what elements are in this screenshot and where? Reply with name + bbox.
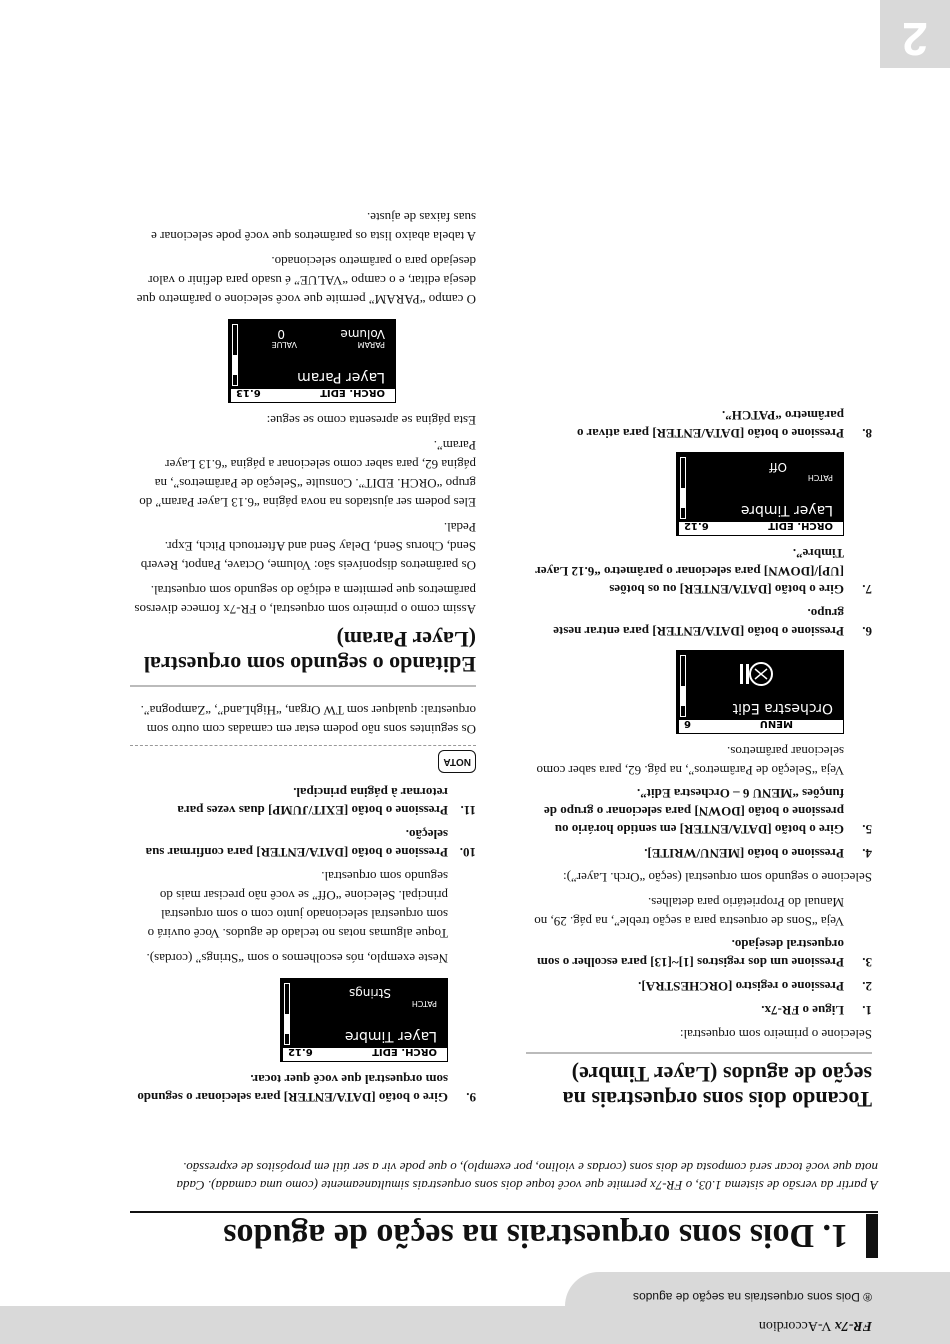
logo-text: Roland	[882, 82, 938, 246]
param-field-text: O campo “PARAM” permite que você selecione o parâmetro que deseja editar, e o campo “VALUE” é usado para definir o valor desejado para o parâmetro selecionado.	[136, 254, 476, 307]
step-7	[526, 544, 872, 598]
lcd-param-label: PARAM	[357, 340, 385, 349]
lcd-layer-timbre-strings	[280, 978, 448, 1062]
title-rule	[130, 1211, 878, 1213]
step-1	[526, 1001, 872, 1019]
step-number: 7.	[862, 582, 872, 597]
lcd-title: Orchestra Edit	[732, 700, 833, 716]
step-text: Pressione um dos registros [1]~[13] para escolher o som orquestral desejado.	[537, 937, 844, 970]
lcd-page: 6.12	[288, 1046, 313, 1057]
step-6	[526, 604, 872, 640]
lcd-title: Layer Param	[297, 369, 385, 385]
step-8	[526, 406, 872, 442]
section-heading-2: Editando o segundo som orquestral (Layer Param)	[143, 627, 476, 677]
lcd-group: ORCH. EDIT	[768, 520, 833, 531]
step-number: 9.	[466, 1090, 476, 1105]
lcd-top-bar	[679, 522, 843, 535]
step-text: Pressione o botão [DATA/ENTER] para ativar o parâmetro “PATCH”.	[577, 408, 844, 441]
nota-text: Os seguintes sons não podem estar em camadas com outro som orquestral: qualquer som TW Organ, “HighLand”, “Zampogna”.	[140, 703, 476, 737]
step-3	[526, 935, 872, 971]
step-number: 10.	[459, 845, 476, 860]
step-text: Ligue o FR-7x.	[761, 1003, 844, 1018]
lcd-param-value: Strings	[348, 986, 391, 1000]
param-page-info: Eles podem ser ajustados na nova página “6.13 Layer Param” do grupo “ORCH. EDIT”. Consulte “Seleção de Parâmetros”, na página 62, para saber como selecionar a página “6.13 Layer Param”.	[139, 438, 476, 510]
lcd-top-bar	[679, 720, 843, 733]
lcd-title: Layer Timbre	[344, 1028, 437, 1044]
lcd-page: 6.13	[236, 387, 261, 398]
right-column	[130, 202, 476, 1112]
lcd-param-value: Off	[769, 460, 787, 474]
lead-text: Selecione o primeiro som orquestral:	[679, 1027, 872, 1042]
lcd-group: ORCH. EDIT	[372, 1046, 437, 1057]
param-table-lead: A tabela abaixo lista os parâmetros que você pode selecionar e suas faixas de ajuste.	[151, 210, 476, 244]
step-10	[130, 825, 476, 861]
lcd-param-label: PATCH	[411, 999, 437, 1008]
step-3-body: Veja “Sons de orquestra para a seção treble”, na pág. 29, no Manual do Proprietário para detalhes.	[534, 895, 844, 929]
param-list: Os parâmetros disponíveis são: Volume, Octave, Panpot, Reverb Send, Chorus Send, Delay Send and Aftertouch Pitch, Expr. Pedal.	[140, 520, 476, 573]
lcd-page: 6	[684, 718, 691, 729]
section-rule	[130, 685, 476, 687]
lcd-scrollbar	[232, 324, 238, 386]
step-text: Pressione o registro [ORCHESTRA].	[638, 979, 844, 994]
lcd-top-bar	[283, 1048, 447, 1061]
lcd-value-value: 0	[277, 327, 285, 341]
page-number: 2	[902, 13, 928, 65]
step-4	[526, 844, 872, 862]
step-text: Gire o botão [DATA/ENTER] ou os botões [UP]/[DOWN] para selecionar o parâmetro “6.12 Layer Timbre”.	[535, 546, 844, 597]
lcd-scrollbar	[284, 983, 290, 1045]
section-rule	[526, 1052, 872, 1054]
step-number: 4.	[862, 846, 872, 861]
intro-paragraph: A partir da versão de sistema 1.03, o FR-7x permite que você toque dois sons orquestrais simultaneamente (como uma camada). Cada nota que você tocar será composta de dois sons (cordas e violino, por exemplo), o que pode vir a ser útil em propósitos de expressão.	[176, 1160, 878, 1193]
step-11	[130, 783, 476, 819]
lcd-param-value: Volume	[340, 327, 385, 341]
step-text: Pressione o botão [DATA/ENTER] para entrar neste grupo.	[553, 606, 844, 639]
section-heading: Tocando dois sons orquestrais na seção de agudos (Layer Timbre)	[562, 1062, 872, 1112]
step-9	[130, 1070, 476, 1106]
step-text: Gire o botão [DATA/ENTER] para selecionar o segundo som orquestral que você quer tocar.	[137, 1072, 448, 1105]
lcd-group: MENU	[759, 718, 793, 729]
listen-text: Toque algumas notas no teclado de agudos. Você ouvirá o som orquestral selecionado junto com o som orquestral principal. Selecione “Off” se você não precisar mais do segundo som orquestral.	[147, 869, 448, 941]
lcd-scrollbar	[680, 457, 686, 519]
violin-icon	[737, 659, 773, 689]
roland-logo	[880, 84, 940, 284]
example-text: Neste exemplo, nós escolhemos o som “Strings” (cordas).	[146, 951, 448, 966]
product-name: FR-7x	[834, 1318, 872, 1333]
chapter-title	[98, 1214, 878, 1254]
lcd-layer-timbre-off	[676, 452, 844, 536]
step-number: 6.	[862, 624, 872, 639]
mid-text: Selecione o segundo som orquestral (seção “Orch. Layer”):	[563, 870, 872, 885]
lcd-menu-screen	[676, 650, 844, 734]
lcd-group: ORCH. EDIT	[320, 387, 385, 398]
step-number: 3.	[862, 955, 872, 970]
param-page-lead: Esta página se apresenta como se segue:	[266, 413, 476, 428]
product-suffix: V-Accordion	[758, 1318, 835, 1333]
header-product	[759, 1317, 872, 1333]
lcd-param-label: PATCH	[807, 473, 833, 482]
lcd-layer-param	[228, 319, 396, 403]
step-5	[526, 784, 872, 838]
chapter-title-text: 1. Dois sons orquestrais na seção de agudos	[223, 1217, 848, 1254]
left-column	[526, 402, 872, 1112]
step-number: 5.	[862, 822, 872, 837]
lcd-scrollbar	[680, 655, 686, 717]
step-text: Gire o botão [DATA/ENTER] em sentido horário ou pressione o botão [DOWN] para selecionar o grupo de funções “MENU 6 – Orchestra Edit”.	[544, 786, 844, 837]
lcd-page: 6.12	[684, 520, 709, 531]
step-number: 8.	[862, 426, 872, 441]
step-number: 1.	[862, 1003, 872, 1018]
step-number: 2.	[862, 979, 872, 994]
step-5-body: Veja “Seleção de Parâmetros”, na pág. 62, para saber como selecionar parâmetros.	[536, 744, 844, 778]
lcd-value-label: VALUE	[271, 340, 297, 349]
lcd-top-bar	[231, 389, 395, 402]
step-number: 11.	[460, 803, 476, 818]
nota-badge: NOTA	[438, 750, 476, 773]
nota-divider	[130, 745, 476, 746]
step-text: Pressione o botão [MENU/WRITE].	[644, 846, 844, 861]
param-intro: Assim como o primeiro som orquestral, o FR-7x fornece diversos parâmetros que permitem a edição do segundo som orquestral.	[134, 583, 476, 617]
header-tab	[565, 1272, 950, 1344]
header-section-tab: ® Dois sons orquestrais na seção de agudos	[633, 1290, 872, 1304]
step-text: Pressione o botão [EXIT/JUMP] duas vezes para retornar à página principal.	[177, 785, 448, 818]
lcd-title: Layer Timbre	[740, 502, 833, 518]
step-text: Pressione o botão [DATA/ENTER] para confirmar sua seleção.	[145, 827, 448, 860]
step-2	[526, 977, 872, 995]
